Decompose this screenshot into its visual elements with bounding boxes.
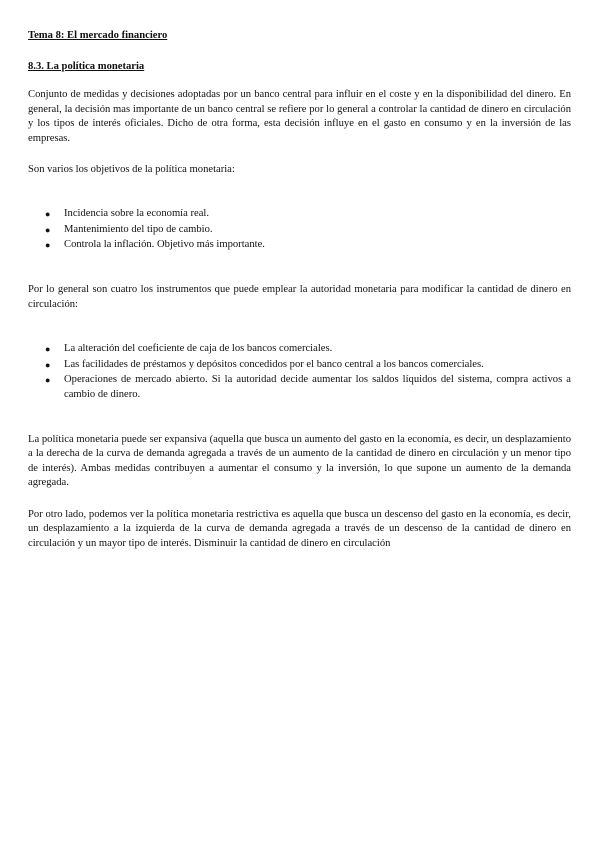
restrictive-policy-paragraph: Por otro lado, podemos ver la política monetaria restrictiva es aquella que busca un descenso del gasto en la economía, es decir, un desplazamiento a la izquierda de la curva de demanda agregada a través de un descenso de la cantidad de dinero en circulación y un mayor tipo de interés. Disminuir la cantidad de dinero en circulación <box>28 508 571 550</box>
expansive-policy-paragraph: La política monetaria puede ser expansiva (aquella que busca un aumento del gasto en la economía, es decir, un desplazamiento a la derecha de la curva de demanda agregada a través de un aumento de la cantidad de dinero en circulación y un menor tipo de interés). Ambas medidas contribuyen a aumentar el consumo y la inversión, lo que supone un aumento de la demanda agregada. <box>28 433 571 489</box>
list-item-text: Incidencia sobre la economía real. <box>64 208 210 220</box>
document-title: Tema 8: El mercado financiero <box>28 30 168 41</box>
document-page <box>28 29 571 552</box>
bullet-icon: ● <box>45 344 51 355</box>
list-item <box>28 207 571 222</box>
instruments-intro: Por lo general son cuatro los instrumentos que puede emplear la autoridad monetaria para modificar la cantidad de dinero en circulación: <box>28 283 571 310</box>
list-item <box>28 342 571 357</box>
list-item <box>28 223 571 238</box>
bullet-icon: ● <box>45 359 51 370</box>
list-item-text: La alteración del coeficiente de caja de los bancos comerciales. <box>64 343 333 355</box>
list-item <box>28 373 571 402</box>
objectives-intro: Son varios los objetivos de la política monetaria: <box>28 163 235 175</box>
bullet-icon: ● <box>45 224 51 235</box>
instruments-list <box>28 342 571 402</box>
list-item-text: Operaciones de mercado abierto. Si la autoridad decide aumentar los saldos líquidos del sistema, compra activos a cambio de dinero. <box>64 374 571 400</box>
bullet-icon: ● <box>45 240 51 251</box>
objectives-list <box>28 207 571 253</box>
list-item <box>28 238 571 253</box>
list-item-text: Controla la inflación. Objetivo más importante. <box>64 239 265 251</box>
bullet-icon: ● <box>45 375 51 386</box>
list-item-text: Las facilidades de préstamos y depósitos concedidos por el banco central a los bancos comerciales. <box>64 358 484 370</box>
section-heading: 8.3. La política monetaria <box>28 60 145 72</box>
list-item <box>28 358 571 373</box>
list-item-text: Mantenimiento del tipo de cambio. <box>64 223 213 235</box>
bullet-icon: ● <box>45 209 51 220</box>
intro-paragraph: Conjunto de medidas y decisiones adoptadas por un banco central para influir en el coste y en la disponibilidad del dinero. En general, la decisión mas importante de un banco central se refiere por lo general a controlar la cantidad de dinero en circulación y los tipos de interés oficiales. Dicho de otra forma, esta decisión influye en el gasto en consumo y en la inversión de las empresas. <box>28 89 571 144</box>
